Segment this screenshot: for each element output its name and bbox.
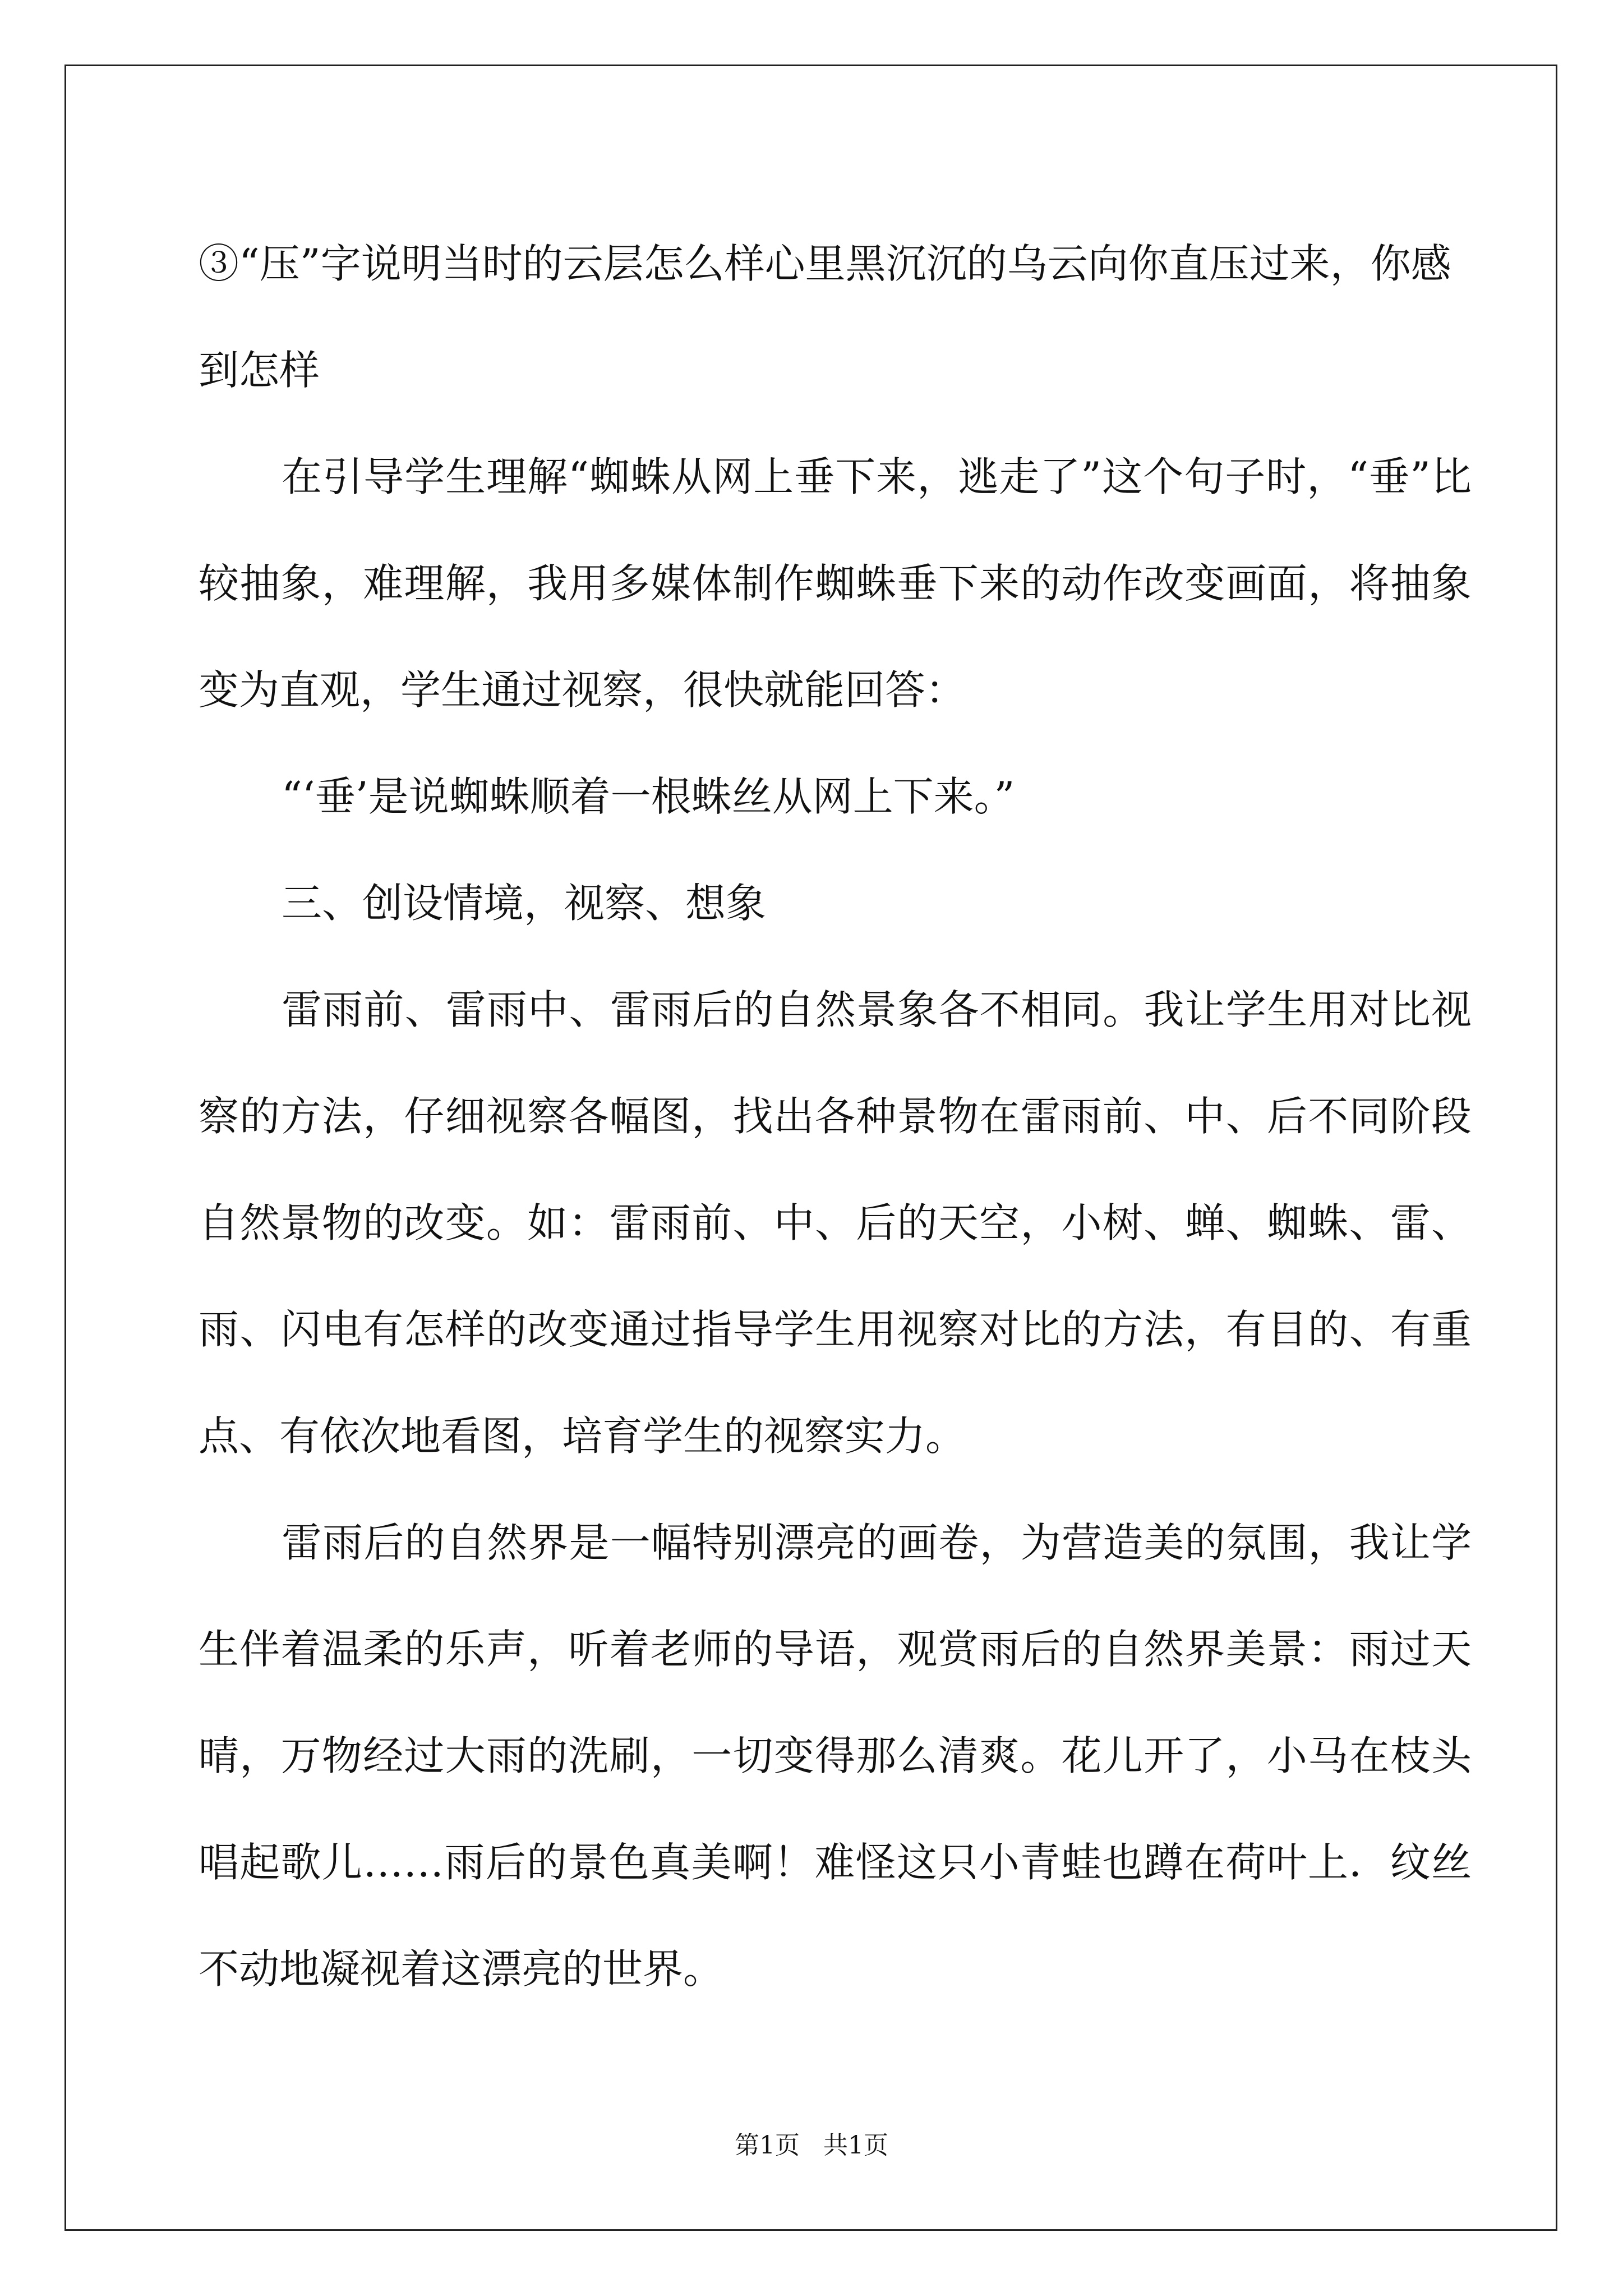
- paragraph-quote: “‘垂’是说蜘蛛顺着一根蛛丝从网上下来。”: [282, 773, 1015, 820]
- paragraph-observation: 雷雨前、雷雨中、雷雨后的自然景象各不相同。我让学生用对比视察的方法，仔细视察各幅图，找出各种景物在雷雨前、中、后不同阶段自然景物的改变。如：雷雨前、中、后的天空，小树、蝉、蜘蛛、雷、雨、闪电有怎样的改变通过指导学生用视察对比的方法，有目的、有重点、有依次地看图，培育学生的视察实力。: [199, 986, 1472, 1460]
- page-total: 共1页: [823, 2131, 888, 2160]
- page-footer: [0, 2129, 1623, 2162]
- paragraph-question: ③“压”字说明当时的云层怎么样心里黑沉沉的乌云向你直压过来，你感到怎样: [199, 240, 1451, 394]
- document-body: [199, 210, 1472, 2022]
- section-heading: 三、创设情境，视察、想象: [282, 880, 767, 927]
- paragraph-guidance: 在引导学生理解“蜘蛛从网上垂下来，逃走了”这个句子时，“垂”比较抽象，难理解，我用多媒体制作蜘蛛垂下来的动作改变画面，将抽象变为直观，学生通过视察，很快就能回答：: [199, 453, 1472, 714]
- page-number: 第1页: [735, 2131, 800, 2160]
- paragraph-scenery: 雷雨后的自然界是一幅特别漂亮的画卷，为营造美的氛围，我让学生伴着温柔的乐声，听着老师的导语，观赏雨后的自然界美景：雨过天晴，万物经过大雨的洗刷，一切变得那么清爽。花儿开了，小马在枝头唱起歌儿……雨后的景色真美啊！难怪这只小青蛙也蹲在荷叶上．纹丝不动地凝视着这漂亮的世界。: [199, 1519, 1472, 1993]
